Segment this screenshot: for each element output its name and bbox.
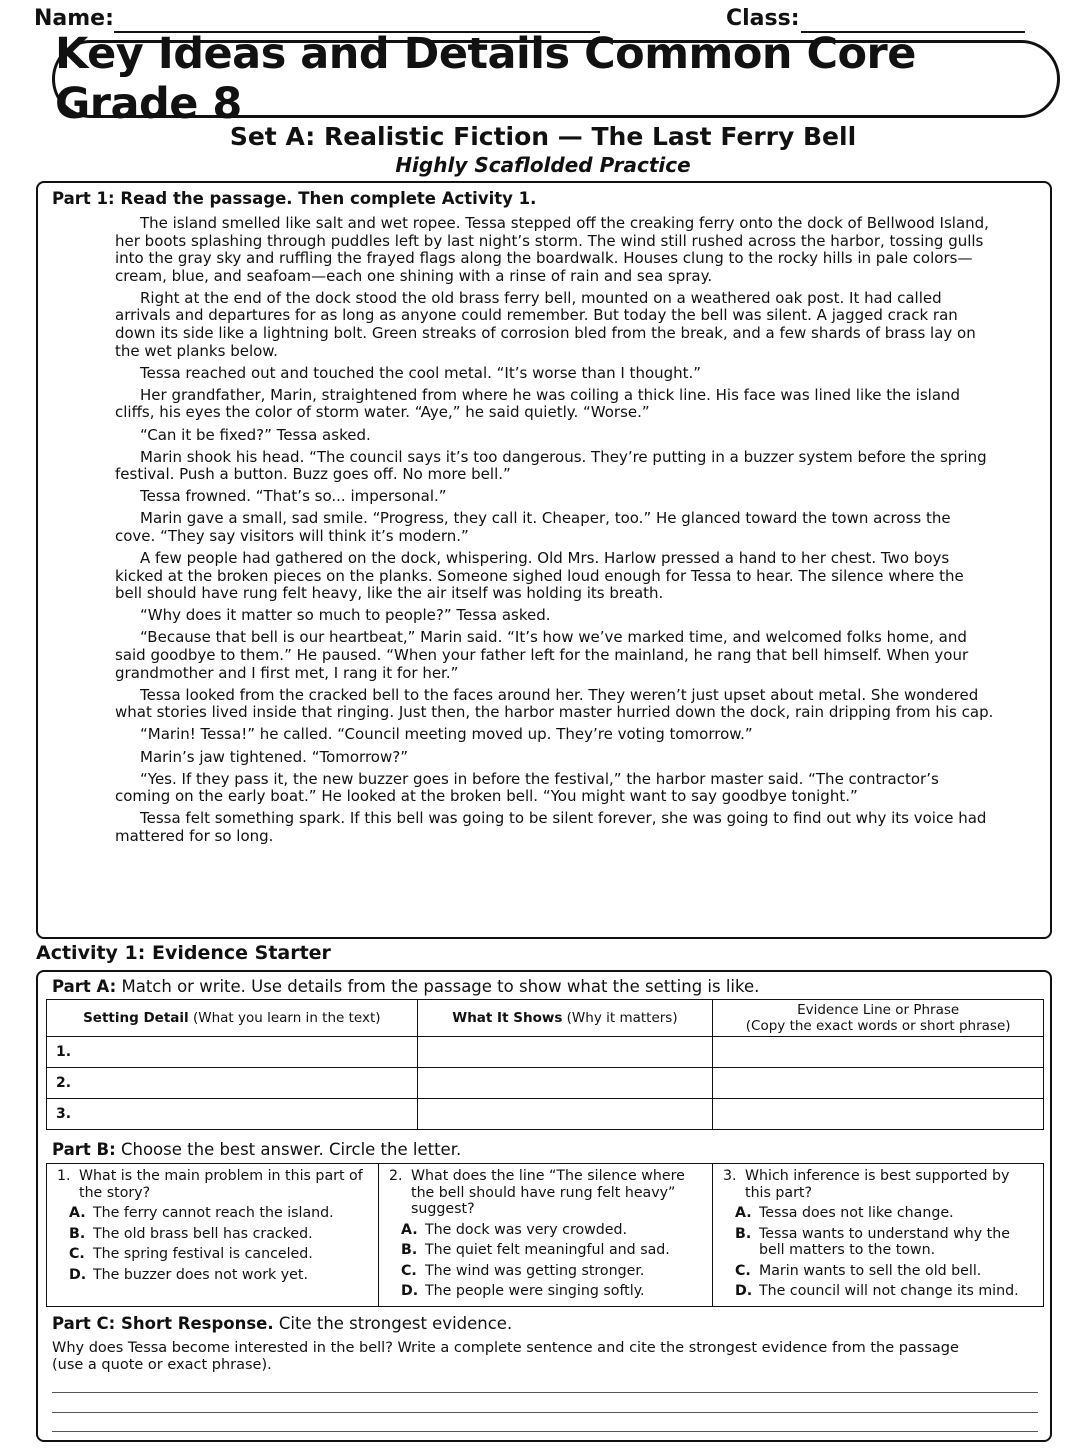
answer-option[interactable]: A. Tessa does not like change. bbox=[735, 1205, 954, 1221]
response-line[interactable] bbox=[52, 1392, 1038, 1393]
answer-cell[interactable] bbox=[713, 1099, 1044, 1130]
partC-instruction: Cite the strongest evidence. bbox=[273, 1314, 513, 1333]
activity-section bbox=[36, 970, 1052, 1442]
question-1 bbox=[47, 1164, 379, 1306]
page-title: Key Ideas and Details Common Core Grade 8 bbox=[55, 29, 916, 129]
answer-option[interactable]: D. The council will not change its mind. bbox=[735, 1283, 1019, 1299]
table-row bbox=[47, 1037, 1044, 1068]
partC-prompt: Why does Tessa become interested in the bell? Write a complete sentence and cite the strongest evidence from the passage (use a quote or exact phrase). bbox=[52, 1340, 959, 1373]
answer-cell[interactable] bbox=[417, 1099, 713, 1130]
partC-heading bbox=[52, 1314, 512, 1333]
question-stem: What is the main problem in this part of the story? bbox=[79, 1168, 363, 1201]
col-what-it-shows: What It Shows (Why it matters) bbox=[417, 1000, 713, 1037]
answer-option[interactable]: C. Marin wants to sell the old bell. bbox=[735, 1262, 982, 1279]
answer-option[interactable]: A. The dock was very crowded. bbox=[401, 1221, 628, 1238]
passage-text bbox=[115, 215, 995, 850]
part1-heading: Part 1: Read the passage. Then complete Activity 1. bbox=[52, 189, 537, 208]
response-line[interactable] bbox=[52, 1431, 1038, 1432]
passage-paragraph: “Why does it matter so much to people?” Tessa asked. bbox=[140, 606, 551, 625]
partA-label: Part A: bbox=[52, 977, 117, 996]
class-label: Class: bbox=[726, 6, 800, 31]
title-banner bbox=[52, 29, 1060, 129]
question-2 bbox=[379, 1164, 713, 1306]
table-row bbox=[47, 1068, 1044, 1099]
passage-paragraph: “Can it be fixed?” Tessa asked. bbox=[140, 425, 371, 444]
answer-cell[interactable] bbox=[417, 1068, 713, 1099]
passage-paragraph: Tessa reached out and touched the cool metal. “It’s worse than I thought.” bbox=[140, 363, 702, 382]
question-3 bbox=[713, 1164, 1043, 1306]
name-label: Name: bbox=[34, 6, 114, 31]
passage-paragraph: Marin’s jaw tightened. “Tomorrow?” bbox=[140, 747, 408, 766]
question-number: 2. bbox=[389, 1168, 403, 1184]
question-number: 3. bbox=[723, 1168, 737, 1184]
passage-paragraph: Right at the end of the dock stood the old brass ferry bell, mounted on a weathered oak post. It had called arrivals and departures for as long as anyone could remember. But today the bell was silent. A jagged crack ran down its side like a lightning bolt. Green streaks of corrosion bled from the break, and a few shards of brass lay on the wet planks below. bbox=[115, 288, 976, 360]
passage-paragraph: Tessa looked from the cracked bell to the faces around her. They weren’t just upset about metal. She wondered what stories lived inside that ringing. Just then, the harbor master hurried down the dock, rain dripping from his cap. bbox=[115, 685, 994, 722]
passage-paragraph: The island smelled like salt and wet ropee. Tessa stepped off the creaking ferry onto the dock of Bellwood Island, her boots splashing through puddles left by last night’s storm. The wind still rushed across the harbor, tossing gulls into the gray sky and ruffling the frayed flags along the boardwalk. Houses clung to the rocky hills in pale colors—cream, blue, and seafoam—each one shining with a rinse of rain and sea spray. bbox=[115, 214, 989, 285]
row-number-cell[interactable]: 2. bbox=[47, 1068, 418, 1099]
passage-paragraph: “Yes. If they pass it, the new buzzer goes in before the festival,” the harbor master said. “The contractor’s coming on the early boat.” He looked at the broken bell. “You might want to say goodbye tonight.” bbox=[115, 769, 939, 806]
row-number-cell[interactable]: 3. bbox=[47, 1099, 418, 1130]
passage-paragraph: A few people had gathered on the dock, whispering. Old Mrs. Harlow pressed a hand to her chest. Two boys kicked at the broken pieces on the planks. Someone sighed loud enough for Tessa to hear. The silence where the bell should have rung felt heavy, like the air itself was holding its breath. bbox=[115, 549, 964, 603]
answer-option[interactable]: B. Tessa wants to understand why the bell matters to the town. bbox=[735, 1225, 1010, 1258]
row-number-cell[interactable]: 1. bbox=[47, 1037, 418, 1068]
question-stem: Which inference is best supported by this part? bbox=[745, 1168, 1010, 1201]
passage-paragraph: Tessa frowned. “That’s so... impersonal.” bbox=[140, 487, 447, 506]
partB-label: Part B: bbox=[52, 1140, 116, 1159]
passage-paragraph: Marin shook his head. “The council says it’s too dangerous. They’re putting in a buzzer system before the spring festival. Push a button. Buzz goes off. No more bell.” bbox=[115, 447, 987, 484]
question-stem: What does the line “The silence where the bell should have rung felt heavy” suggest? bbox=[411, 1168, 685, 1217]
passage-paragraph: “Marin! Tessa!” he called. “Council meeting moved up. They’re voting tomorrow.” bbox=[140, 725, 753, 744]
table-row bbox=[47, 1099, 1044, 1130]
passage-paragraph: Tessa felt something spark. If this bell was going to be silent forever, she was going to find out why its voice had mattered for so long. bbox=[115, 809, 987, 845]
answer-cell[interactable] bbox=[713, 1068, 1044, 1099]
partA-instruction: Match or write. Use details from the passage to show what the setting is like. bbox=[116, 977, 760, 996]
setting-table bbox=[46, 999, 1044, 1130]
answer-option[interactable]: B. The old brass bell has cracked. bbox=[69, 1225, 313, 1242]
table-header-row bbox=[47, 1000, 1044, 1037]
set-subtitle: Set A: Realistic Fiction — The Last Ferry Bell bbox=[229, 122, 857, 151]
passage-paragraph: Marin gave a small, sad smile. “Progress, they call it. Cheaper, too.” He glanced toward the town across the cove. “They say visitors will think it’s modern.” bbox=[115, 509, 951, 545]
passage-paragraph: Her grandfather, Marin, straightened from where he was coiling a thick line. His face was lined like the island cliffs, his eyes the color of storm water. “Aye,” he said quietly. “Worse.” bbox=[115, 385, 961, 422]
passage-section bbox=[36, 181, 1052, 939]
answer-option[interactable]: A. The ferry cannot reach the island. bbox=[69, 1205, 334, 1221]
col-evidence: Evidence Line or Phrase (Copy the exact words or short phrase) bbox=[713, 1000, 1044, 1037]
partB-heading bbox=[52, 1140, 461, 1159]
multiple-choice-grid bbox=[46, 1163, 1044, 1307]
activity-title: Activity 1: Evidence Starter bbox=[36, 942, 331, 964]
partC-label: Part C: Short Response. bbox=[52, 1314, 274, 1333]
answer-option[interactable]: C. The spring festival is canceled. bbox=[69, 1246, 313, 1262]
answer-option[interactable]: B. The quiet felt meaningful and sad. bbox=[401, 1242, 670, 1258]
answer-option[interactable]: D. The buzzer does not work yet. bbox=[69, 1266, 308, 1283]
partA-heading bbox=[52, 977, 759, 996]
passage-paragraph: “Because that bell is our heartbeat,” Marin said. “It’s how we’ve marked time, and welcomed folks home, and said goodbye to them.” He paused. “When your father left for the mainland, he rang that bell himself. When your grandmother and I first met, I rang it for her.” bbox=[115, 628, 969, 682]
response-line[interactable] bbox=[52, 1412, 1038, 1413]
answer-option[interactable]: D. The people were singing softly. bbox=[401, 1283, 645, 1299]
answer-cell[interactable] bbox=[417, 1037, 713, 1068]
answer-cell[interactable] bbox=[713, 1037, 1044, 1068]
answer-option[interactable]: C. The wind was getting stronger. bbox=[401, 1262, 645, 1279]
practice-level: Highly Scaflolded Practice bbox=[395, 153, 691, 177]
col-setting-detail: Setting Detail (What you learn in the text) bbox=[47, 1000, 418, 1037]
question-number: 1. bbox=[57, 1168, 71, 1184]
partB-instruction: Choose the best answer. Circle the letter. bbox=[115, 1140, 462, 1159]
